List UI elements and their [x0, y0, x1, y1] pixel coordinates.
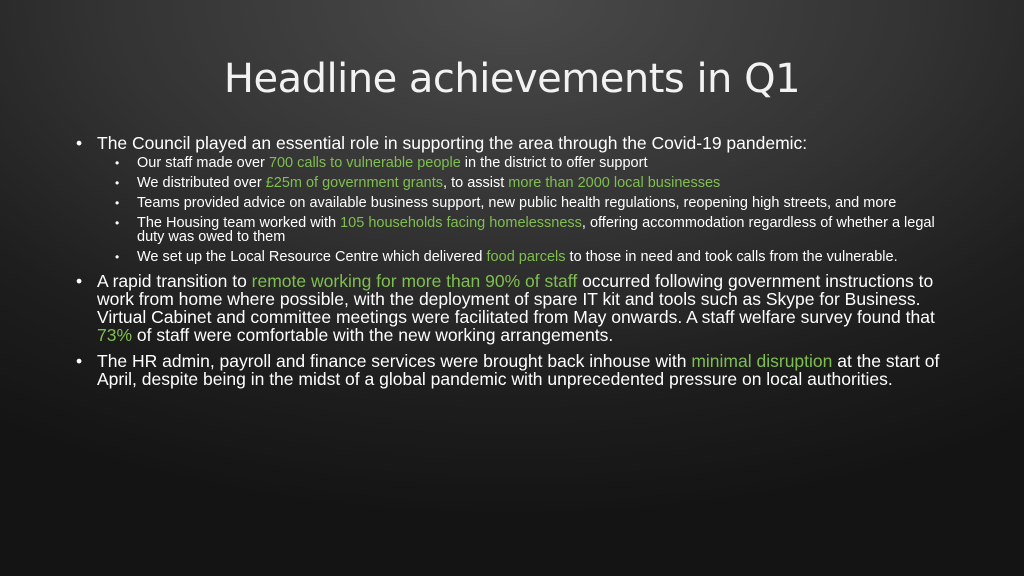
highlight-text: £25m of government grants: [265, 175, 444, 191]
bullet-text: The Council played an essential role in supporting the area through the Covid-19 pandemic:: [97, 133, 808, 153]
highlight-text: more than 2000 local businesses: [508, 175, 721, 191]
sub-bullet-text: We set up the Local Resource Centre which delivered: [137, 249, 487, 265]
sub-bullet-item-resource-centre: [115, 250, 956, 264]
slide-body: [76, 134, 956, 396]
sub-bullet-text: , offering accommodation regardless of whether a legal duty was owed to them: [137, 215, 935, 245]
bullet-item-covid-support: [76, 134, 956, 264]
sub-bullet-item-grants: [115, 176, 956, 190]
bullet-icon: •: [76, 351, 83, 371]
sub-bullet-list: [97, 156, 956, 264]
sub-bullet-text: in the district to offer support: [460, 155, 648, 171]
sub-bullet-text: , to assist: [443, 175, 509, 191]
bullet-item-remote-working: [76, 272, 956, 344]
slide-title: Headline achievements in Q1: [223, 56, 801, 102]
highlight-text: food parcels: [486, 249, 566, 265]
highlight-text: remote working for more than 90% of staff: [251, 271, 578, 291]
sub-bullet-item-advice: [115, 196, 956, 210]
sub-bullet-icon: •: [115, 176, 120, 190]
bullet-text: at the start of April, despite being in the midst of a global pandemic with unprecedented pressure on local authorities.: [97, 351, 940, 389]
sub-bullet-item-housing: [115, 216, 956, 244]
bullet-list: [76, 134, 956, 388]
sub-bullet-text: to those in need and took calls from the vulnerable.: [565, 249, 898, 265]
highlight-text: minimal disruption: [691, 351, 833, 371]
sub-bullet-text: Our staff made over: [137, 155, 269, 171]
sub-bullet-icon: •: [115, 250, 120, 264]
highlight-text: 700 calls to vulnerable people: [268, 155, 461, 171]
sub-bullet-icon: •: [115, 156, 120, 170]
sub-bullet-icon: •: [115, 216, 120, 230]
highlight-text: 105 households facing homelessness: [340, 215, 582, 231]
sub-bullet-text: The Housing team worked with: [137, 215, 341, 231]
bullet-text: occurred following government instructions to work from home where possible, with the deployment of spare IT kit and tools such as Skype for Business. Virtual Cabinet and committee meetings were facilitated from May onwards. A staff welfare survey found that: [97, 271, 935, 327]
sub-bullet-item-calls: [115, 156, 956, 170]
bullet-item-hr-inhouse: [76, 352, 956, 388]
sub-bullet-text: Teams provided advice on available business support, new public health regulations, reopening high streets, and more: [137, 195, 897, 211]
bullet-text: The HR admin, payroll and finance services were brought back inhouse with: [97, 351, 692, 371]
highlight-text: 73%: [97, 325, 133, 345]
bullet-text: A rapid transition to: [97, 271, 252, 291]
bullet-icon: •: [76, 271, 83, 291]
sub-bullet-text: We distributed over: [137, 175, 266, 191]
sub-bullet-icon: •: [115, 196, 120, 210]
bullet-icon: •: [76, 133, 83, 153]
bullet-text: of staff were comfortable with the new working arrangements.: [132, 325, 614, 345]
